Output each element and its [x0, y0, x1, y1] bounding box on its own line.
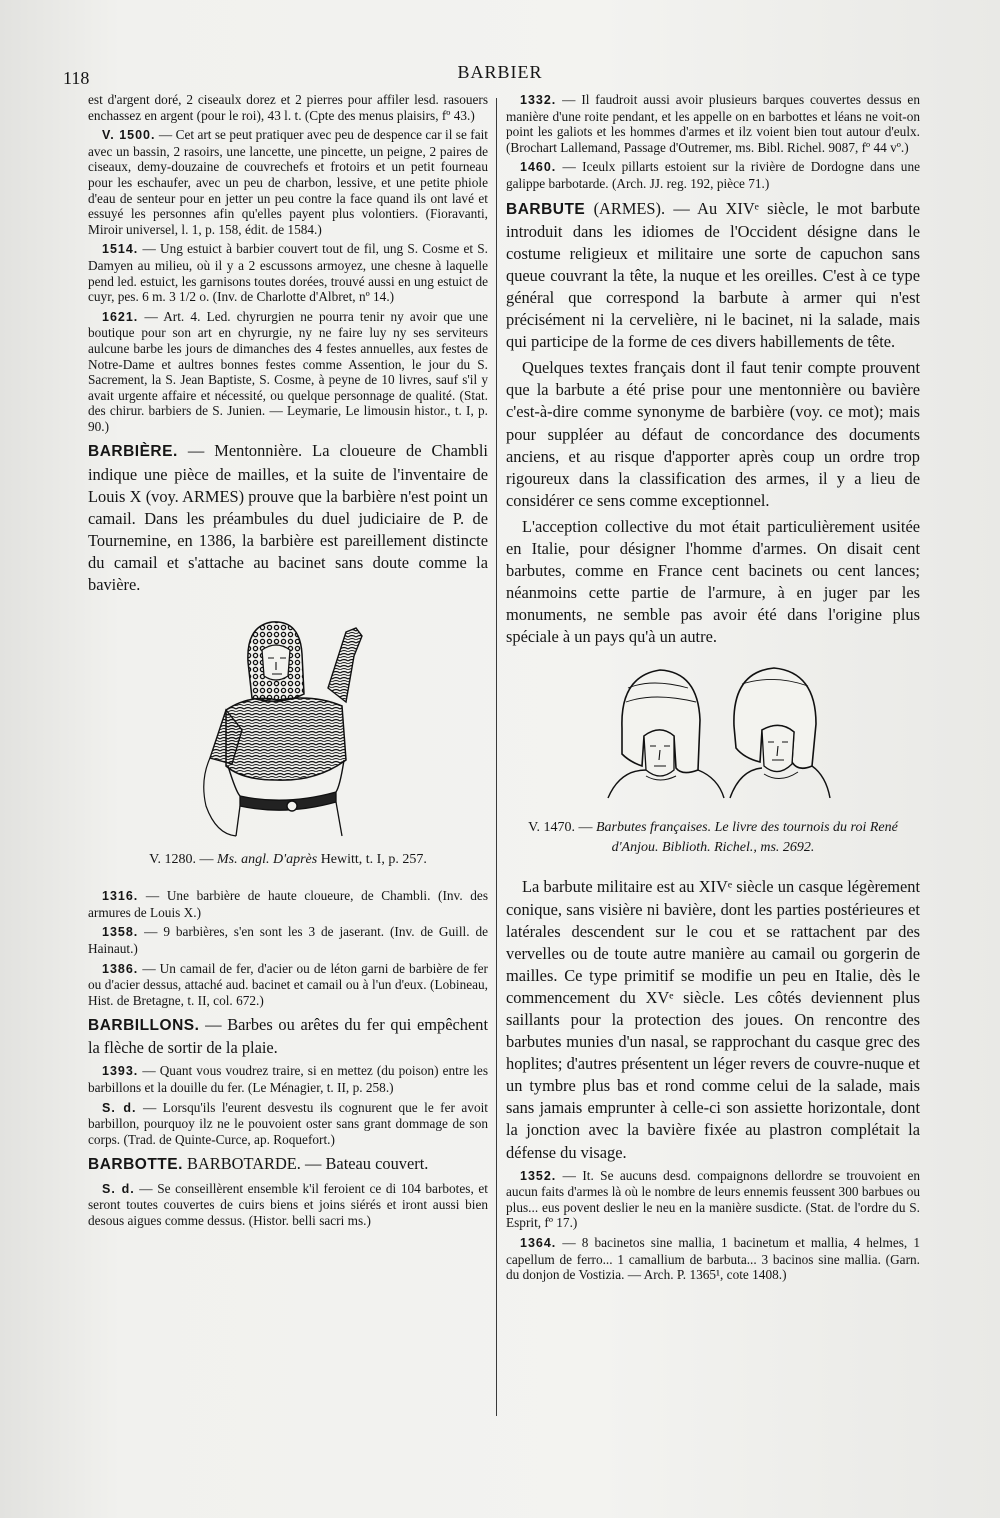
citation-entry: 1358. — 9 barbières, s'en sont les 3 de jaserant. (Inv. de Guill. de Hainaut.) [88, 924, 488, 956]
right-column [506, 92, 920, 1287]
column-divider [496, 98, 497, 1416]
entry-date: 1621. [102, 309, 139, 324]
citation-entry: 1364. — 8 bacinetos sine mallia, 1 bacinetum et mallia, 4 helmes, 1 capellum de ferro... 1 camallium de barbuta... 3 bacinos sine mallia. (Garn. du donjon de Vostizia. — Arch. P. 1365¹, cote 1408.) [506, 1235, 920, 1283]
entry-date: S. d. [102, 1181, 135, 1196]
running-title: BARBIER [457, 62, 543, 82]
entry-date: 1514. [102, 242, 139, 257]
running-head [0, 60, 1000, 90]
figure-caption: V. 1280. — Ms. angl. D'après Hewitt, t. I, p. 257. [149, 852, 427, 868]
entry-date: 1316. [102, 889, 139, 904]
citation-entry: 1386. — Un camail de fer, d'acier ou de léton garni de barbière de fer ou d'acier dessus, attaché aud. bacinet et camail ou à l'un d'eux. (Lobineau, Hist. de Bretagne, t. II, col. 672.) [88, 960, 488, 1008]
citation-entry: 1332. — Il faudroit aussi avoir plusieurs barques couvertes dessus en manière d'une roite pendant, et les appelle on en barbottes et léans ne voit-on point les galiots et les hommes d'armes et ilz voient bien tout autour d'eulx. (Brochart Lallemand, Passage d'Outremer, ms. Bibl. Richel. 9087, fº 44 vº.) [506, 92, 920, 155]
entry-date: 1393. [102, 1064, 139, 1079]
page-number: 118 [63, 68, 90, 88]
citation-entry: 1460. — Iceulx pillarts estoient sur la rivière de Dordogne dans une galippe barbotarde. (Arch. JJ. reg. 192, pièce 71.) [506, 159, 920, 191]
entry-date: 1352. [520, 1168, 557, 1183]
entry-date: V. 1500. [102, 128, 156, 143]
left-column [88, 92, 488, 1232]
barbutes-illustration [602, 658, 832, 808]
citation-entry: S. d. — Se conseillèrent ensemble k'il feroient ce di 104 barbotes, et seront toutes couvertes de cuirs biens et joins siérés et iront aussi bien desous aigues comme dessus. (Histor. belli sacri ms.) [88, 1180, 488, 1228]
entry-date: 1460. [520, 160, 557, 175]
citation-entry: 1316. — Une barbière de haute cloueure, de Chambli. (Inv. des armures de Louis X.) [88, 888, 488, 920]
knight-illustration [196, 610, 386, 840]
entry-date: 1332. [520, 93, 557, 107]
figure-mail-knight [88, 602, 488, 868]
article-barbiere: BARBIÈRE. — Mentonnière. La cloueure de Chambli indique une pièce de mailles, et la suite de l'inventaire de Louis X (voy. ARMES) prouve que la barbière n'est point un camail. Dans les préambules du duel judiciaire de P. de Tournemine, en 1386, la barbière est pareillement distincte du camail et s'attache au bacinet sans doute comme la bavière. [88, 441, 488, 595]
article-barbute: BARBUTE (ARMES). — Au XIVᵉ siècle, le mot barbute introduit dans les idiomes de l'Occident désigne dans le costume religieux et militaire une sorte de capuchon sans queue couvrant la tête, la nuque et les oreilles. C'est à ce type général que correspond la barbute à armer qui n'est précisément ni la cervelière, ni le bacinet, ni la salade, mais qui participe de la forme de ces divers habillements de tête. [506, 198, 920, 352]
citation-entry: 1352. — It. Se aucuns desd. compaignons dellordre se trouvoient en aucun faits d'armes là où le nombre de leurs ennemis feussent 300 barbues ou plus... eus povent deslier le neu en la manière susdicte. (Stat. de l'ordre du S. Esprit, fº 17.) [506, 1167, 920, 1231]
entry-date: 1358. [102, 925, 139, 940]
headword: BARBIÈRE. [88, 443, 178, 461]
article-barbotte: BARBOTTE. BARBOTARDE. — Bateau couvert. [88, 1154, 429, 1174]
article-barbillons: BARBILLONS. — Barbes ou arêtes du fer qui empêchent la flèche de sortir de la plaie. [88, 1015, 488, 1058]
citation-entry: 1393. — Quant vous voudrez traire, si en mettez (du poison) entre les barbillons et la douille du fer. (Le Ménagier, t. II, p. 258.) [88, 1063, 488, 1096]
entry-date: 1364. [520, 1236, 557, 1251]
citation-entry: est d'argent doré, 2 ciseaulx dorez et 2 pierres pour affiler lesd. rasouers enchassez en argent (pour le roi), 43 l. t. (Cpte des menus plaisirs, fº 43.) [88, 92, 488, 123]
headword: BARBUTE [506, 200, 586, 218]
article-paragraph: La barbute militaire est au XIVᵉ siècle un casque légèrement conique, sans visière ni bavière, dont les parties postérieures et latérales descendent sur le cou et se rattachent par des vervelles ou de toute autre manière au camail ou gorgerin de mailles. Ce type primitif se modifie un peu en Italie, dès le commencement du XVᵉ siècle. Les côtés deviennent plus saillants pour la protection des joues. On rencontre des barbutes munies d'un nasal, se rapprochant du casque grec des hoplites; d'autres présentent un léger revers de couvre-nuque et un tymbre plus bas et rond comme celui de la salade, mais sans jamais emprunter à celle-ci son assiette horizontale, dont la jonction avec la bavière fixée au plastron complétait la défense du visage. [506, 877, 920, 1162]
article-paragraph: L'acception collective du mot était particulièrement usitée en Italie, pour désigner l'homme d'armes. On disait cent barbutes, comme en France cent bacinets ou cent lances; néanmoins cette partie de l'armure, à en juger par les monuments, ne semble pas avoir été dans l'origine plus spéciale à un pays qu'à un autre. [506, 516, 920, 647]
citation-entry: 1514. — Ung estuict à barbier couvert tout de fil, ung S. Cosme et S. Damyen au milieu, où il y a 2 escussons armoyez, une chesne à laquelle pend led. estuict, les garnisons toutes dorées, trouvé aussi en ung estuict de cuyr, pes. 6 m. 3 1/2 o. (Inv. de Charlotte d'Albret, nº 14.) [88, 241, 488, 305]
headword: BARBILLONS. [88, 1017, 200, 1035]
citation-entry: V. 1500. — Cet art se peut pratiquer avec peu de despence car il se fait avec un bassin, 2 rasoirs, une lancette, une pincette, un peigne, 2 paires de ciseaux, demy-douzaine de couvrechefs et frotoirs et un petit fourneau pour les eschaufer, avec un peu de charbon, lessive, et une petite phiole d'eau de senteur pour en jetter un peu contre la face quand ils ont lavé et essuyé les personnes afin qu'elles payent plus volontiers. (Fioravanti, Miroir universel, l. 1, p. 158, édit. de 1584.) [88, 127, 488, 237]
entry-date: S. d. [102, 1100, 137, 1115]
citation-entry: 1621. — Art. 4. Led. chyrurgien ne pourra tenir ny avoir que une boutique pour son art en chyrurgie, ny ne faire luy ny ses serviteurs aulcune barbe les jours de dimanches des 4 festes annuelles, aux festes de Notre-Dame et aultres bonnes festes comme Assention, le jour du S. Sacrement, la S. Jean Baptiste, S. Cosme, à peyne de 10 livres, sauf s'il y avait urgente affaire et nécessité, ou quelque personnage de qualité. (Stat. des chirur. barbiers de S. Junien. — Leymarie, Le limousin histor., t. I, p. 90.) [88, 308, 488, 434]
citation-entry: S. d. — Lorsqu'ils l'eurent desvestu ils cognurent que le fer avoit barbillon, pourquoy ilz ne le pouvoient oster sans grant dommage de son corps. (Trad. de Quinte-Curce, ap. Roquefort.) [88, 1099, 488, 1147]
figure-caption: V. 1470. — Barbutes françaises. Le livre des tournois du roi René d'Anjou. Biblioth. Richel., ms. 2692. [528, 820, 898, 856]
entry-date: 1386. [102, 961, 139, 976]
headword: BARBOTTE. [88, 1156, 183, 1174]
figure-barbutes [506, 658, 920, 808]
article-paragraph: Quelques textes français dont il faut tenir compte prouvent que la barbute a été prise pour une mentonnière ou bavière c'est-à-dire comme synonyme de barbière (voy. ce mot); mais pour suppléer au défaut de concordance des documents anciens, et au risque d'apporter après coup un ordre trop rigoureux dans la classification des armes, il y a lieu de considérer ce sens comme exceptionnel. [506, 358, 920, 510]
